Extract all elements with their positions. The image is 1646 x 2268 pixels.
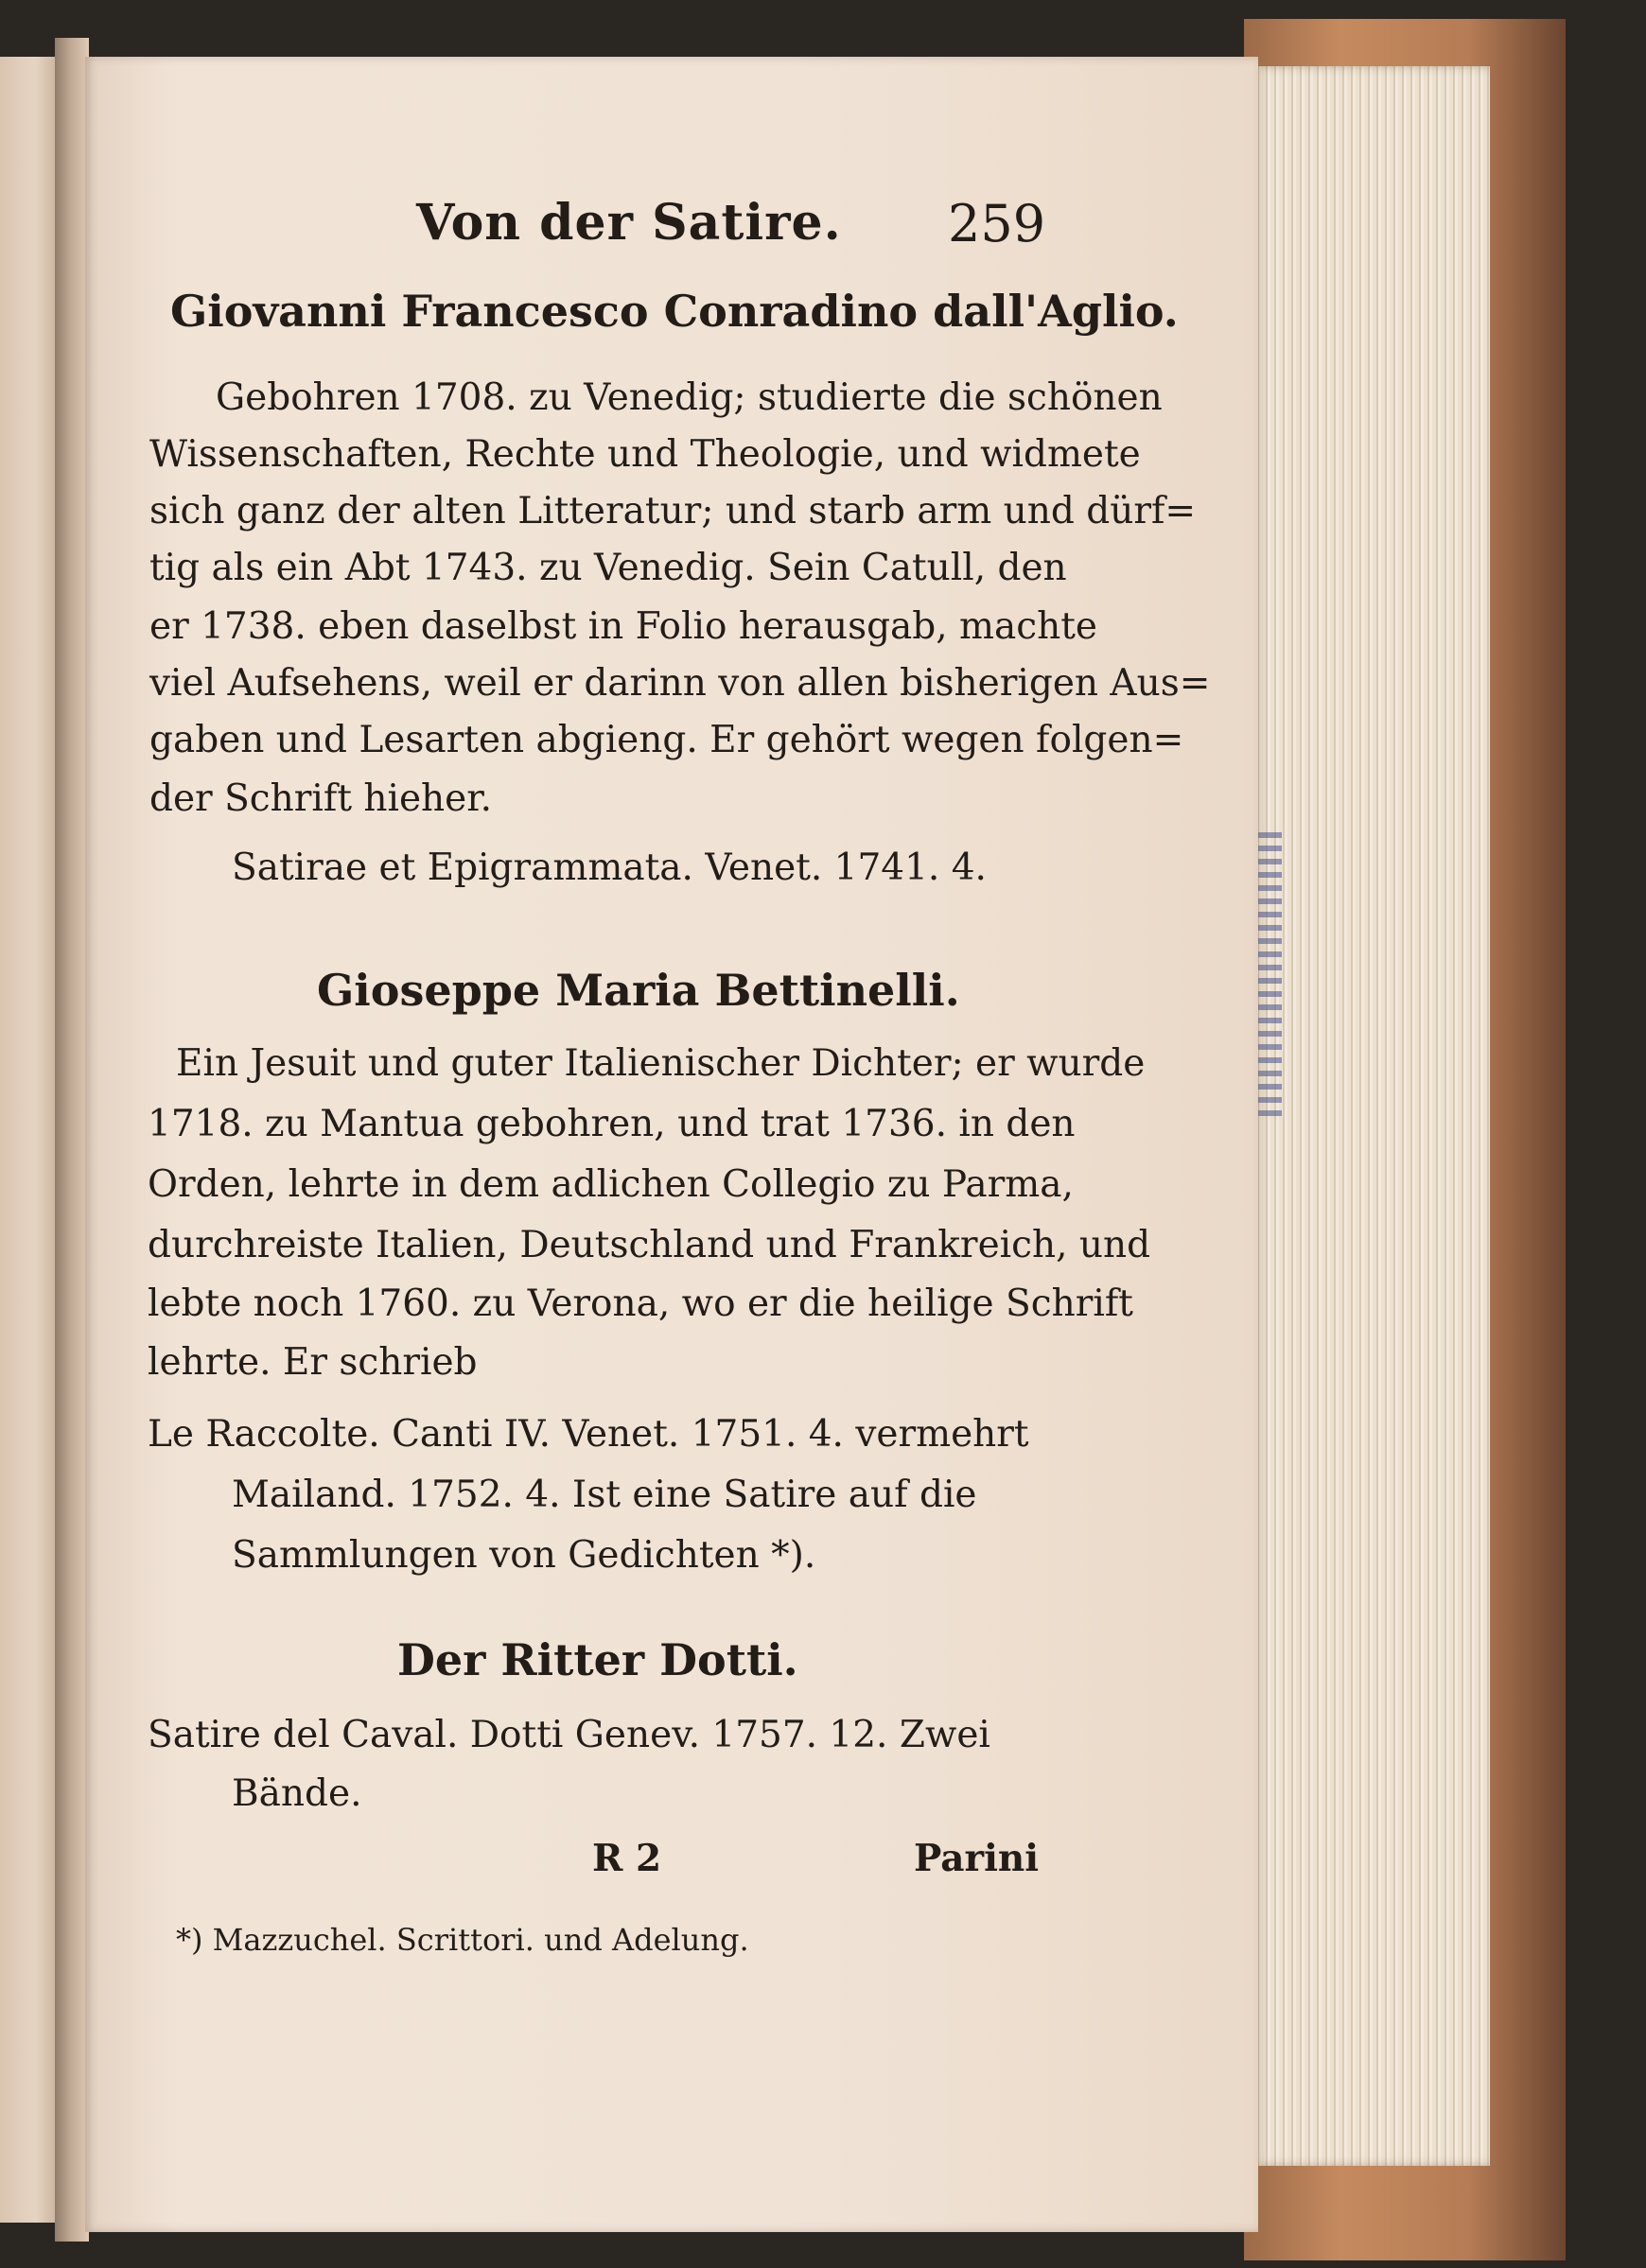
previous-page-edge: [0, 57, 59, 2223]
footnote: *) Mazzuchel. Scrittori. und Adelung.: [176, 1922, 749, 1958]
signature-mark: R 2: [592, 1837, 662, 1880]
entry-line: viel Aufsehens, weil er darinn von allen bisherigen Aus=: [149, 662, 1211, 705]
entry-line: tig als ein Abt 1743. zu Venedig. Sein Catull, den: [149, 547, 1067, 589]
page-block-edges: [1253, 66, 1490, 2166]
page-number: 259: [948, 194, 1046, 253]
work-title: Sammlungen von Gedichten *).: [232, 1534, 816, 1577]
work-title: Mailand. 1752. 4. Ist eine Satire auf die: [232, 1474, 977, 1516]
work-title: Satirae et Epigrammata. Venet. 1741. 4.: [232, 846, 987, 889]
entry-heading-dotti: Der Ritter Dotti.: [397, 1634, 798, 1685]
work-title: Bände.: [232, 1772, 362, 1815]
entry-line: er 1738. eben daselbst in Folio herausgab, machte: [149, 605, 1098, 648]
entry-line: lehrte. Er schrieb: [148, 1341, 478, 1384]
book-gutter: [55, 38, 89, 2242]
entry-line: lebte noch 1760. zu Verona, wo er die heilige Schrift: [148, 1282, 1133, 1325]
entry-heading-bettinelli: Gioseppe Maria Bettinelli.: [317, 965, 960, 1016]
work-title: Satire del Caval. Dotti Genev. 1757. 12. Zwei: [148, 1714, 990, 1756]
entry-line: Wissenschaften, Rechte und Theologie, und widmete: [149, 433, 1141, 476]
entry-line: 1718. zu Mantua gebohren, und trat 1736. in den: [148, 1103, 1076, 1145]
entry-line: sich ganz der alten Litteratur; und starb arm und dürf=: [149, 490, 1197, 532]
entry-heading-dall-aglio: Giovanni Francesco Conradino dall'Aglio.: [170, 286, 1179, 337]
entry-line: Gebohren 1708. zu Venedig; studierte die schönen: [216, 376, 1163, 419]
catchword: Parini: [914, 1837, 1040, 1880]
work-title: Le Raccolte. Canti IV. Venet. 1751. 4. vermehrt: [148, 1413, 1029, 1456]
running-head: Von der Satire.: [416, 194, 842, 252]
entry-line: der Schrift hieher.: [149, 777, 493, 820]
entry-line: Orden, lehrte in dem adlichen Collegio zu Parma,: [148, 1163, 1074, 1206]
entry-line: durchreiste Italien, Deutschland und Frankreich, und: [148, 1224, 1151, 1266]
entry-line: gaben und Lesarten abgieng. Er gehört wegen folgen=: [149, 719, 1184, 761]
entry-line: Ein Jesuit und guter Italienischer Dichter; er wurde: [176, 1042, 1146, 1085]
